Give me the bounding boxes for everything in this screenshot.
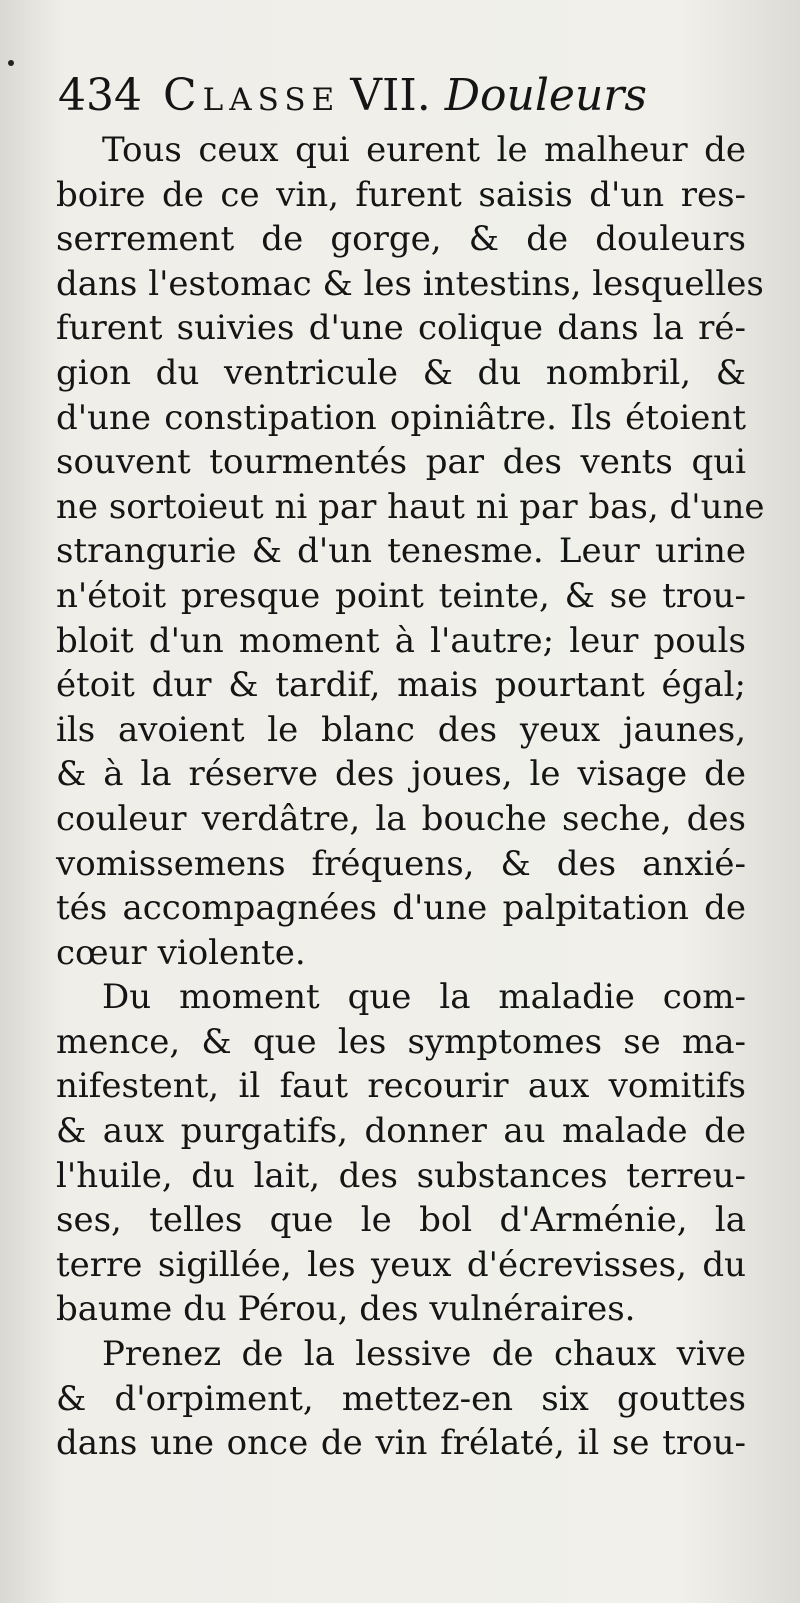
text-line: nifestent, il faut recourir aux vomitifs xyxy=(56,1066,746,1107)
ink-speck xyxy=(8,60,14,66)
header-classe: Classe xyxy=(163,70,341,121)
text-line: cœur violente. xyxy=(56,932,306,973)
text-line: tés accompagnées d'une palpitation de xyxy=(56,888,746,929)
text-line: & d'orpiment, mettez-en six gouttes xyxy=(56,1378,746,1419)
text-line: strangurie & d'un tenesme. Leur urine xyxy=(56,531,746,572)
text-line: étoit dur & tardif, mais pourtant égal; xyxy=(56,665,746,706)
text-line: dans une once de vin frélaté, il se trou- xyxy=(56,1423,746,1464)
text-line: & à la réserve des joues, le visage de xyxy=(56,754,746,795)
text-line: & aux purgatifs, donner au malade de xyxy=(56,1111,746,1152)
text-line: ne sortoieut ni par haut ni par bas, d'une xyxy=(56,486,765,527)
text-line: couleur verdâtre, la bouche seche, des xyxy=(56,798,746,839)
text-line: furent suivies d'une colique dans la ré- xyxy=(56,308,746,349)
text-line: boire de ce vin, furent saisis d'un res- xyxy=(56,174,746,215)
text-line: Du moment que la maladie com- xyxy=(102,977,746,1018)
text-line: mence, & que les symptomes se ma- xyxy=(56,1021,746,1062)
text-line: ses, telles que le bol d'Arménie, la xyxy=(56,1200,746,1241)
text-line: n'étoit presque point teinte, & se trou- xyxy=(56,575,746,616)
text-line: terre sigillée, les yeux d'écrevisses, du xyxy=(56,1244,746,1285)
header-roman-numeral: VII. xyxy=(350,70,431,121)
text-line: gion du ventricule & du nombril, & xyxy=(56,352,746,393)
text-line: dans l'estomac & les intestins, lesquelles xyxy=(56,263,764,304)
text-line: d'une constipation opiniâtre. Ils étoient xyxy=(56,397,746,438)
text-line: baume du Pérou, des vulnéraires. xyxy=(56,1289,636,1330)
text-line: serrement de gorge, & de douleurs xyxy=(56,219,746,260)
text-line: Tous ceux qui eurent le malheur de xyxy=(102,130,746,170)
paragraph xyxy=(56,975,746,1332)
header-subject: Douleurs xyxy=(444,70,647,121)
paragraph xyxy=(56,1332,746,1466)
body-text xyxy=(56,128,765,1466)
text-line: bloit d'un moment à l'autre; leur pouls xyxy=(56,620,746,661)
text-line: l'huile, du lait, des substances terreu- xyxy=(56,1155,746,1196)
page-number: 434 xyxy=(58,70,142,121)
text-line: souvent tourmentés par des vents qui xyxy=(56,442,746,483)
text-line: ils avoient le blanc des yeux jaunes, xyxy=(56,709,746,750)
text-line: vomissemens fréquens, & des anxié- xyxy=(56,843,746,884)
text-line: Prenez de la lessive de chaux vive xyxy=(102,1334,746,1375)
running-header xyxy=(58,66,648,126)
paragraph xyxy=(56,128,765,975)
